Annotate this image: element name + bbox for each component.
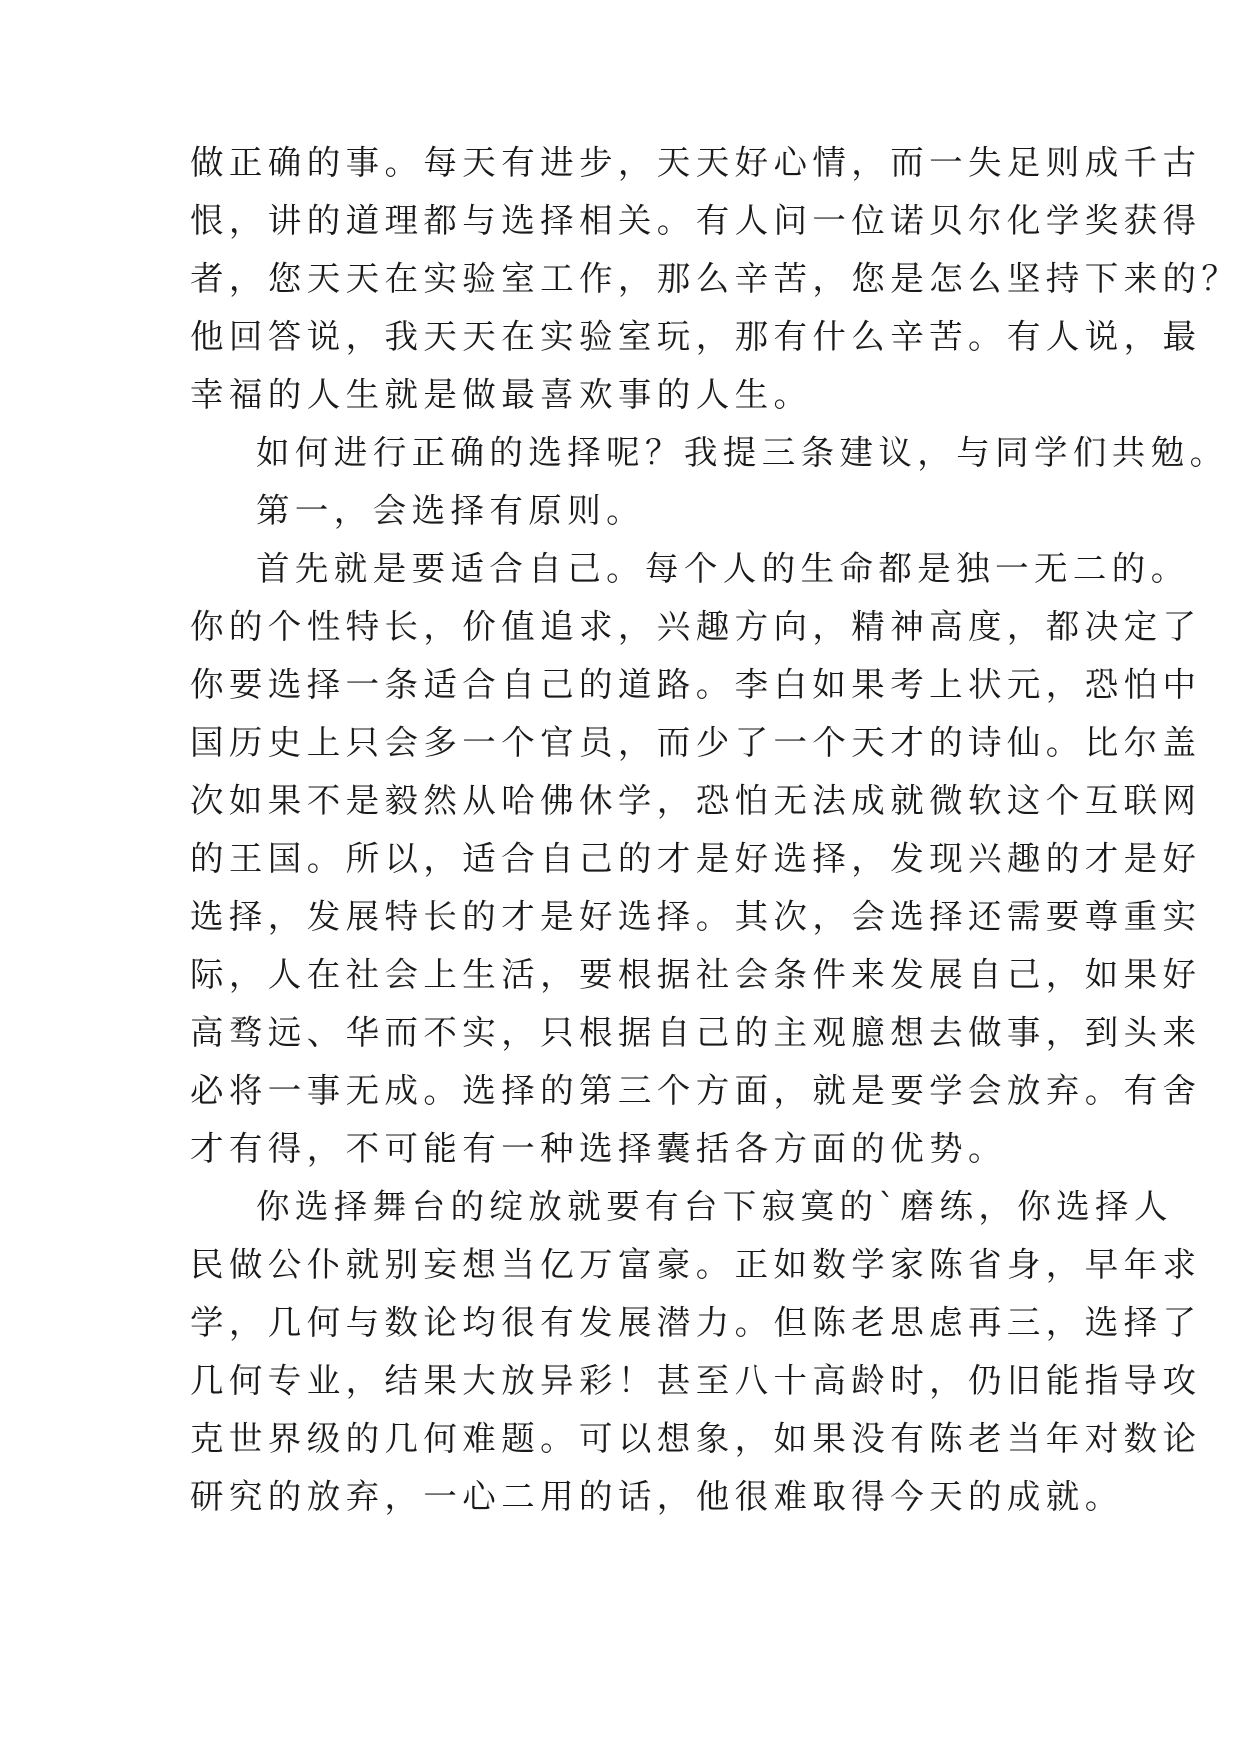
text-line: 际，人在社会上生活，要根据社会条件来发展自己，如果好 bbox=[190, 955, 1202, 994]
text-line: 国历史上只会多一个官员，而少了一个天才的诗仙。比尔盖 bbox=[190, 723, 1202, 762]
text-line: 研究的放弃，一心二用的话，他很难取得今天的成就。 bbox=[190, 1477, 1124, 1516]
body-text bbox=[190, 134, 1241, 1526]
text-line: 学，几何与数论均很有发展潜力。但陈老思虑再三，选择了 bbox=[190, 1303, 1202, 1342]
text-line: 如何进行正确的选择呢？我提三条建议，与同学们共勉。 bbox=[256, 433, 1229, 472]
text-line: 你选择舞台的绽放就要有台下寂寞的`磨练，你选择人 bbox=[256, 1187, 1173, 1226]
text-line: 高骛远、华而不实，只根据自己的主观臆想去做事，到头来 bbox=[190, 1013, 1202, 1052]
text-line: 做正确的事。每天有进步，天天好心情，而一失足则成千古 bbox=[190, 143, 1202, 182]
text-line: 几何专业，结果大放异彩！甚至八十高龄时，仍旧能指导攻 bbox=[190, 1361, 1202, 1400]
text-line: 者，您天天在实验室工作，那么辛苦，您是怎么坚持下来的？ bbox=[190, 259, 1241, 298]
text-line: 你的个性特长，价值追求，兴趣方向，精神高度，都决定了 bbox=[190, 607, 1202, 646]
text-line: 民做公仆就别妄想当亿万富豪。正如数学家陈省身，早年求 bbox=[190, 1245, 1202, 1284]
text-line: 首先就是要适合自己。每个人的生命都是独一无二的。 bbox=[256, 549, 1190, 588]
text-line: 才有得，不可能有一种选择囊括各方面的优势。 bbox=[190, 1129, 1007, 1168]
text-line: 他回答说，我天天在实验室玩，那有什么辛苦。有人说，最 bbox=[190, 317, 1202, 356]
text-line: 次如果不是毅然从哈佛休学，恐怕无法成就微软这个互联网 bbox=[190, 781, 1202, 820]
text-line: 第一，会选择有原则。 bbox=[256, 491, 645, 530]
text-line: 克世界级的几何难题。可以想象，如果没有陈老当年对数论 bbox=[190, 1419, 1202, 1458]
text-line: 必将一事无成。选择的第三个方面，就是要学会放弃。有舍 bbox=[190, 1071, 1202, 1110]
text-line: 选择，发展特长的才是好选择。其次，会选择还需要尊重实 bbox=[190, 897, 1202, 936]
text-line: 的王国。所以，适合自己的才是好选择，发现兴趣的才是好 bbox=[190, 839, 1202, 878]
text-line: 幸福的人生就是做最喜欢事的人生。 bbox=[190, 375, 813, 414]
text-line: 你要选择一条适合自己的道路。李白如果考上状元，恐怕中 bbox=[190, 665, 1202, 704]
text-line: 恨，讲的道理都与选择相关。有人问一位诺贝尔化学奖获得 bbox=[190, 201, 1202, 240]
